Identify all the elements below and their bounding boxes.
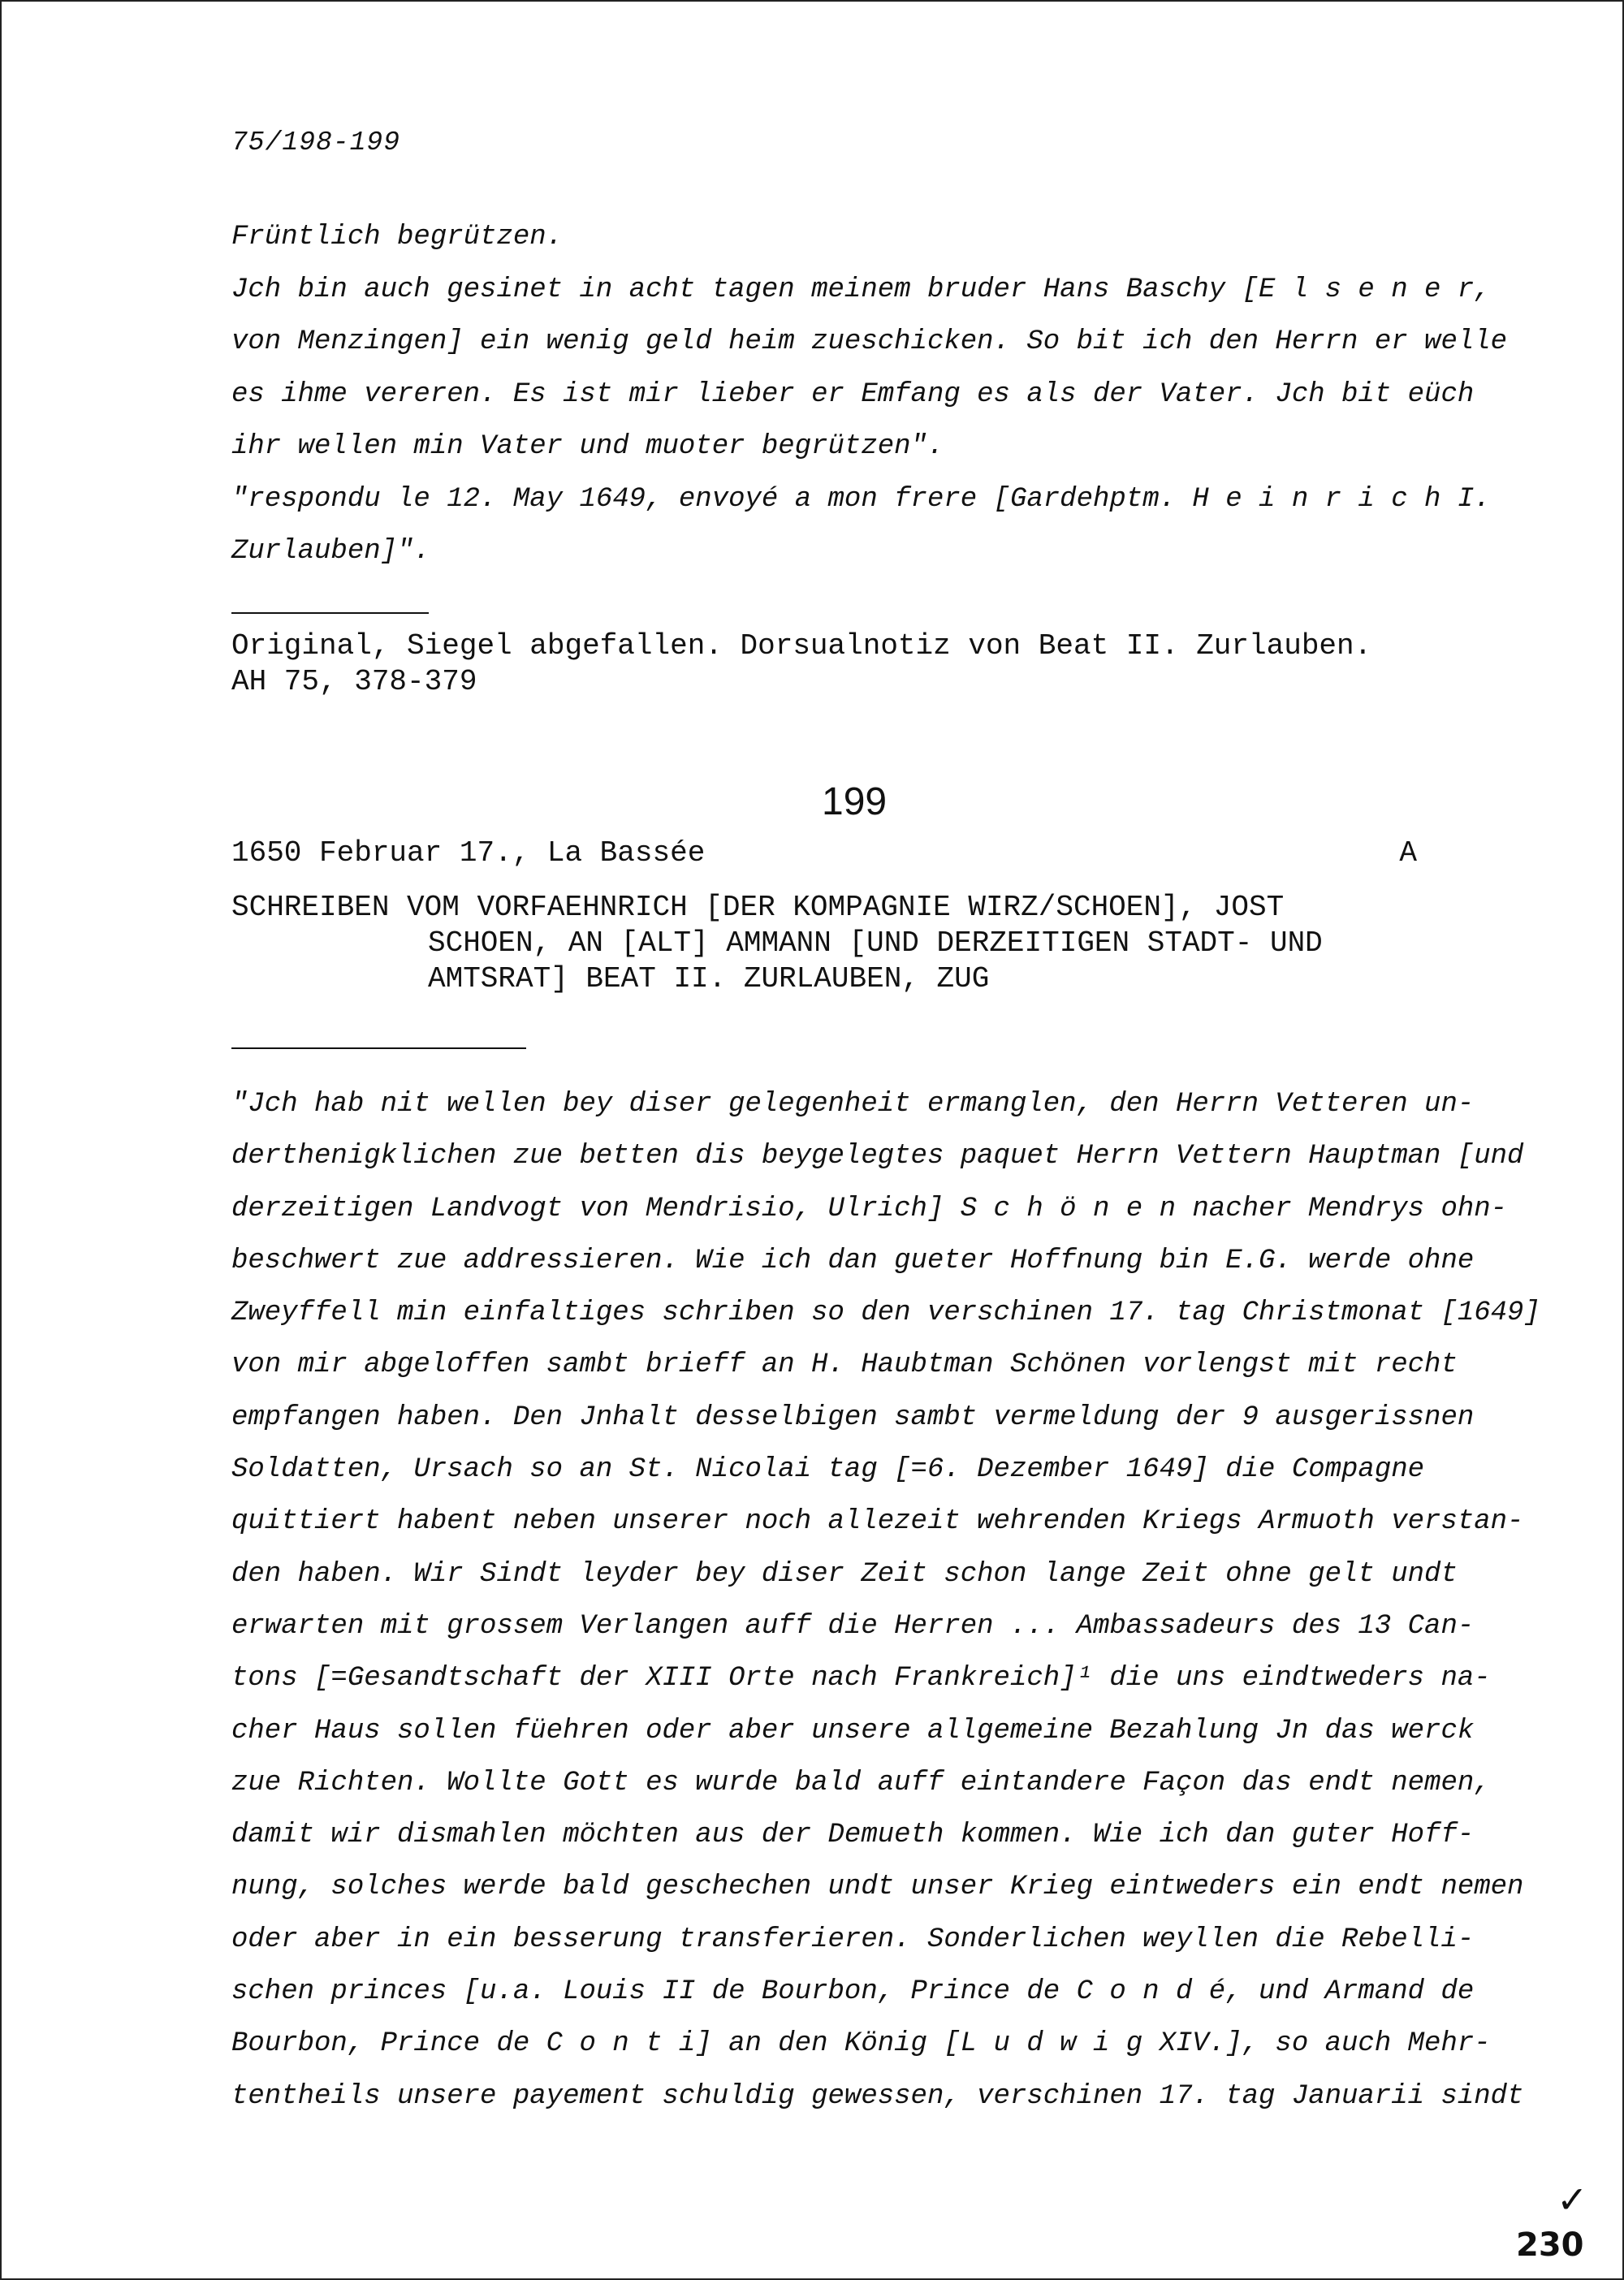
title-line: AMTSRAT] BEAT II. ZURLAUBEN, ZUG xyxy=(428,962,990,995)
body-line: damit wir dismahlen möchten aus der Demueth kommen. Wie ich dan guter Hoff- xyxy=(231,1820,1475,1851)
title-line: SCHOEN, AN [ALT] AMMANN [UND DERZEITIGEN STADT- UND xyxy=(428,926,1323,960)
text-line: ihr wellen min Vater und muoter begrützen". xyxy=(231,431,944,462)
document-number: 199 xyxy=(822,780,888,823)
body-line: quittiert habent neben unserer noch allezeit wehrenden Kriegs Armuoth verstan- xyxy=(231,1506,1524,1538)
source-note xyxy=(231,628,1371,700)
body-line: Soldatten, Ursach so an St. Nicolai tag [=6. Dezember 1649] die Compagne xyxy=(231,1454,1425,1486)
archive-reference: 75/198-199 xyxy=(231,127,401,158)
category-letter: A xyxy=(1399,836,1417,870)
body-line: Zweyffell min einfaltiges schriben so den verschinen 17. tag Christmonat [1649] xyxy=(231,1298,1540,1329)
text-line: es ihme vereren. Es ist mir lieber er Emfang es als der Vater. Jch bit eüch xyxy=(231,378,1475,410)
body-line: von mir abgeloffen sambt brieff an H. Haubtman Schönen vorlengst mit recht xyxy=(231,1349,1458,1381)
letter-closing-text xyxy=(231,211,1547,578)
body-line: oder aber in ein besserung transferieren. Sonderlichen weyllen die Rebelli- xyxy=(231,1924,1475,1955)
body-line: beschwert zue addressieren. Wie ich dan gueter Hoffnung bin E.G. werde ohne xyxy=(231,1245,1475,1276)
document-title xyxy=(231,890,1323,997)
body-line: empfangen haben. Den Jnhalt desselbigen sambt vermeldung der 9 ausgerissnen xyxy=(231,1401,1475,1433)
section-divider xyxy=(231,612,429,614)
body-line: derzeitigen Landvogt von Mendrisio, Ulrich] S c h ö n e n nacher Mendrys ohn- xyxy=(231,1193,1508,1224)
letter-body xyxy=(231,1078,1547,2122)
body-line: "Jch hab nit wellen bey diser gelegenheit ermanglen, den Herrn Vetteren un- xyxy=(231,1089,1475,1120)
date-place: 1650 Februar 17., La Bassée xyxy=(231,836,706,870)
source-line: Original, Siegel abgefallen. Dorsualnotiz von Beat II. Zurlauben. xyxy=(231,629,1372,663)
body-line: tentheils unsere payement schuldig gewessen, verschinen 17. tag Januarii sindt xyxy=(231,2080,1524,2112)
section-divider xyxy=(231,1047,526,1049)
body-line: schen princes [u.a. Louis II de Bourbon, Prince de C o n d é, und Armand de xyxy=(231,1976,1475,2008)
body-line: erwarten mit grossem Verlangen auff die Herren ... Ambassadeurs des 13 Can- xyxy=(231,1610,1475,1642)
text-line: Früntlich begrützen. xyxy=(231,222,564,253)
body-line: nung, solches werde bald geschechen undt unser Krieg eintweders ein endt nemen xyxy=(231,1872,1524,1903)
body-line: zue Richten. Wollte Gott es wurde bald auff eintandere Façon das endt nemen, xyxy=(231,1767,1491,1799)
body-line: cher Haus sollen füehren oder aber unsere allgemeine Bezahlung Jn das werck xyxy=(231,1715,1475,1747)
title-line: SCHREIBEN VOM VORFAEHNRICH [DER KOMPAGNIE WIRZ/SCHOEN], JOST xyxy=(231,891,1285,924)
check-mark-icon: ✓ xyxy=(1557,2178,1588,2222)
text-line: Jch bin auch gesinet in acht tagen meinem bruder Hans Baschy [E l s e n e r, xyxy=(231,274,1491,305)
handwritten-note-line: Zurlauben]". xyxy=(231,536,430,567)
source-line: AH 75, 378-379 xyxy=(231,665,477,698)
text-line: von Menzingen] ein wenig geld heim zueschicken. So bit ich den Herrn er welle xyxy=(231,326,1508,357)
handwritten-note-line: "respondu le 12. May 1649, envoyé a mon frere [Gardehptm. H e i n r i c h I. xyxy=(231,483,1491,515)
date-line xyxy=(231,836,1417,870)
body-line: tons [=Gesandtschaft der XIII Orte nach Frankreich]¹ die uns eindtweders na- xyxy=(231,1663,1491,1695)
body-line: den haben. Wir Sindt leyder bey diser Zeit schon lange Zeit ohne gelt undt xyxy=(231,1558,1458,1590)
page-number: 230 xyxy=(1516,2226,1584,2264)
body-line: Bourbon, Prince de C o n t i] an den König [L u d w i g XIV.], so auch Mehr- xyxy=(231,2028,1491,2060)
body-line: derthenigklichen zue betten dis beygelegtes paquet Herrn Vettern Hauptman [und xyxy=(231,1141,1524,1172)
